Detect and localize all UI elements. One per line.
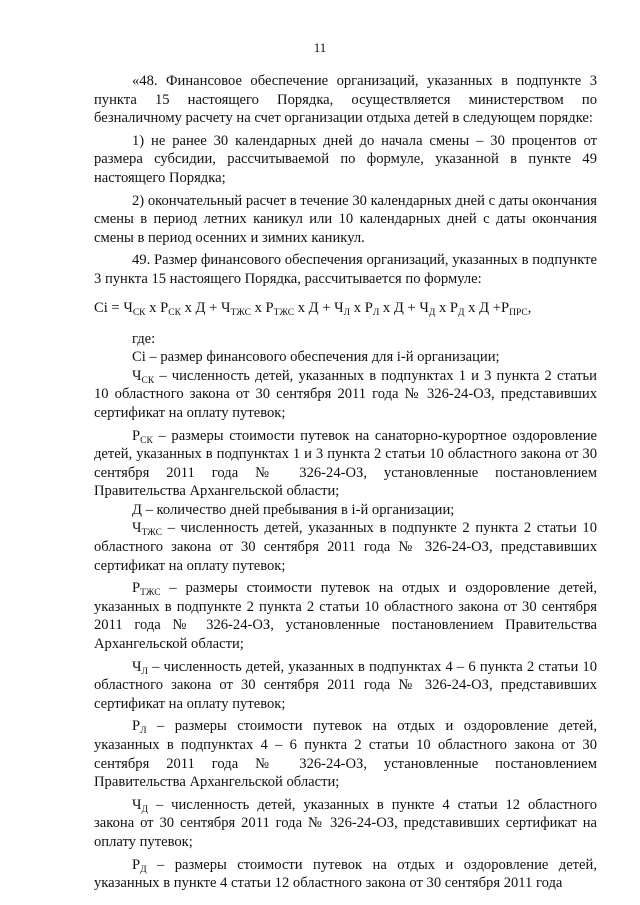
formula-lhs: Ci = <box>94 299 124 316</box>
paragraph-48: «48. Финансовое обеспечение организаций, указанных в подпункте 3 пункта 15 настоящего Порядка, осуществляется министерством по безналичному расчету на счет организации отдыха детей в следующем порядке: <box>94 73 597 127</box>
definition-r-l: $Р_Л$ – размеры стоимости путевок на отдых и оздоровление детей, указанных в подпунктах 4 – 6 пункта 2 статьи 10 областного закона от 30 сентября 2011 года № 326-24-ОЗ, установленные постановлением Правительства Архангельской области; <box>94 718 597 791</box>
definition-r-sk: $Р_{СК}$ – размеры стоимости путевок на санаторно-курортное оздоровление детей, указанных в подпунктах 1 и 3 пункта 2 статьи 10 областного закона от 30 сентября 2011 года № 326-24-ОЗ, установленные постановлением Правительства Архангельской области; <box>94 427 597 500</box>
definition-r-d: $Р_Д$ – размеры стоимости путевок на отдых и оздоровление детей, указанных в пункте 4 статьи 12 областного закона от 30 сентября 2011 года <box>94 856 597 892</box>
definition-d: Д – количество дней пребывания в i-й организации; <box>132 501 455 518</box>
definition-r-tzhs: $Р_{ТЖС}$ – размеры стоимости путевок на отдых и оздоровление детей, указанных в подпункте 2 пункта 2 статьи 10 областного закона от 30 сентября 2011 года № 326-24-ОЗ, установленные постановлением Правительства Архангельской области; <box>94 580 597 653</box>
definition-ch-l: $Ч_Л$ – численность детей, указанных в подпунктах 4 – 6 пункта 2 статьи 10 областного закона от 30 сентября 2011 года № 326-24-ОЗ, представивших сертификат на оплату путевок; <box>94 658 597 712</box>
definition-ch-sk: $Ч_{СК}$ – численность детей, указанных в подпунктах 1 и 3 пункта 2 статьи 10 областного закона от 30 сентября 2011 года № 326-24-ОЗ, представивших сертификат на оплату путевок; <box>94 367 597 421</box>
document-body <box>94 72 597 893</box>
page-number: 11 <box>313 40 327 55</box>
formula-term-5: $Р_{ПРС}$, <box>500 299 532 318</box>
definition-ch-tzhs: $Ч_{ТЖС}$ – численность детей, указанных в подпункте 2 пункта 2 статьи 10 областного закона от 30 сентября 2011 года № 326-24-ОЗ, представивших сертификат на оплату путевок; <box>94 520 597 574</box>
formula-term-4: $Ч_Д$ x $Р_Д$ x Д + <box>419 299 501 318</box>
where-label: где: <box>132 330 156 347</box>
formula <box>94 298 597 318</box>
formula-term-1: $Ч_{СК}$ x $Р_{СК}$ x Д + <box>123 299 221 318</box>
paragraph-49: 49. Размер финансового обеспечения организаций, указанных в подпункте 3 пункта 15 настоящего Порядка, рассчитывается по формуле: <box>94 252 597 287</box>
paragraph-item-2: 2) окончательный расчет в течение 30 календарных дней с даты окончания смены в период летних каникул или 10 календарных дней с даты окончания смены в период осенних и зимних каникул. <box>94 192 597 246</box>
paragraph-item-1: 1) не ранее 30 календарных дней до начала смены – 30 процентов от размера субсидии, рассчитываемой по формуле, указанной в пункте 49 настоящего Порядка; <box>94 132 597 186</box>
formula-term-3: $Ч_Л$ x $Р_Л$ x Д + <box>334 299 420 318</box>
definition-ch-d: $Ч_Д$ – численность детей, указанных в пункте 4 статьи 12 областного закона от 30 сентября 2011 года № 326-24-ОЗ, представивших сертификат на оплату путевок; <box>94 796 597 850</box>
definition-ci: Ci – размер финансового обеспечения для i-й организации; <box>132 349 500 366</box>
formula-term-2: $Ч_{ТЖС}$ x $Р_{ТЖС}$ x Д + <box>221 299 335 318</box>
